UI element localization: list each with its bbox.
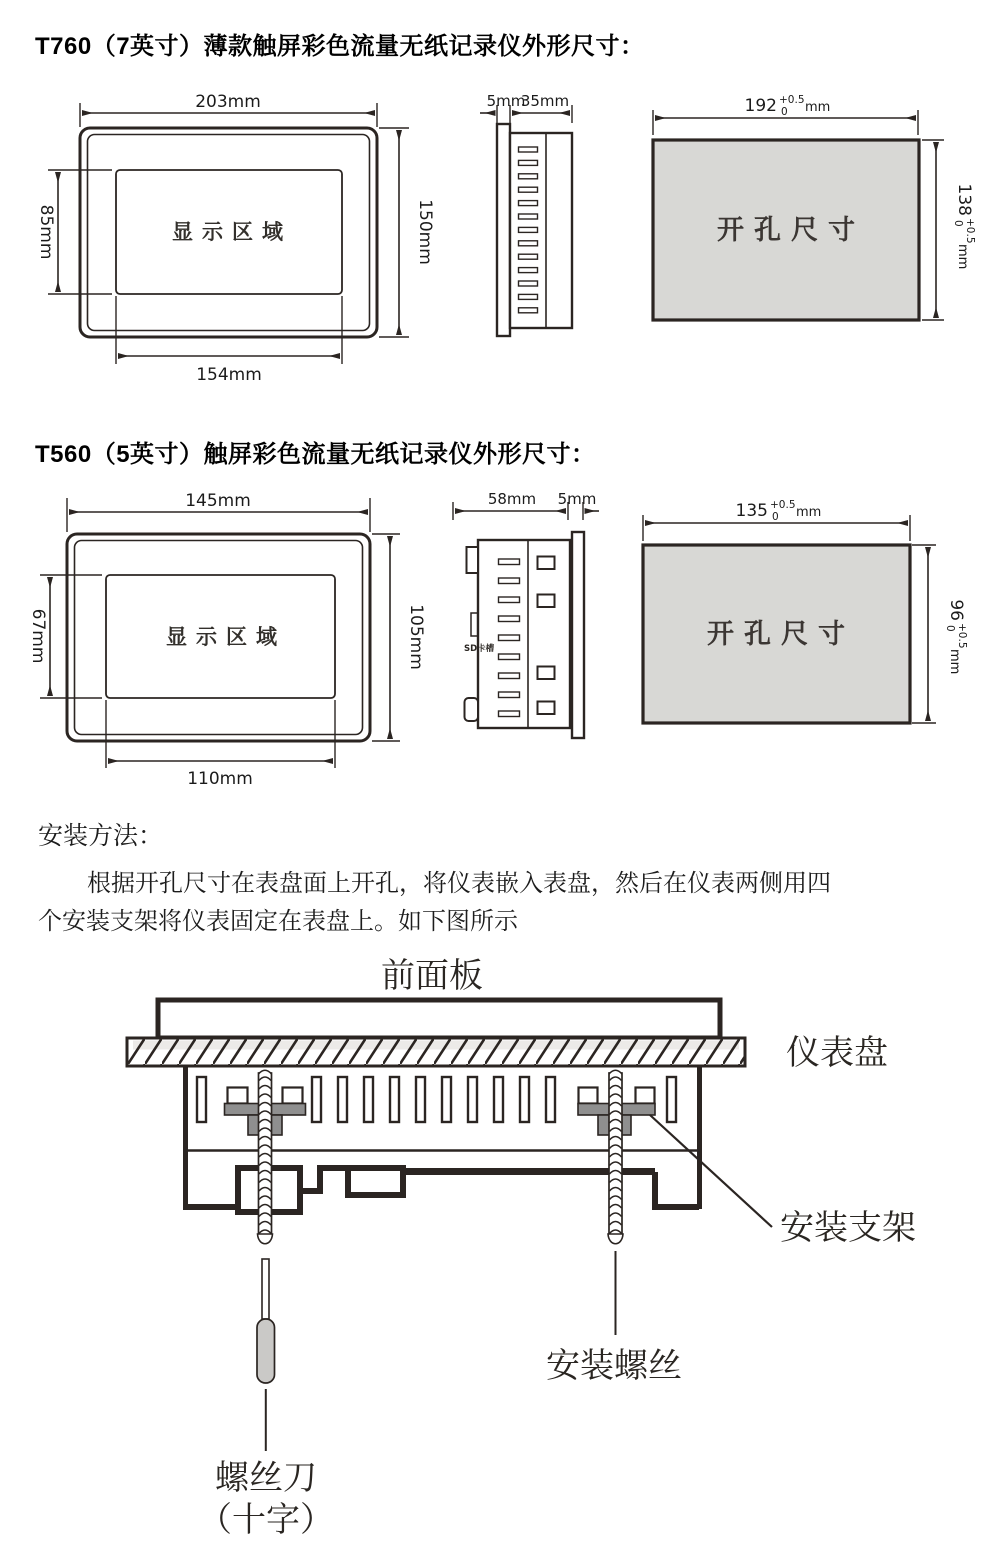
screw-top-cap [259, 1070, 272, 1074]
vent-slot [312, 1077, 321, 1122]
t760-section-title: T760（7英寸）薄款触屏彩色流量无纸记录仪外形尺寸： [35, 33, 645, 60]
t560-bezel-dim: 5mm [557, 490, 597, 508]
t760-depth-dim: 35mm [520, 92, 570, 110]
bracket-notch [228, 1088, 248, 1104]
vent-slot [197, 1077, 206, 1122]
screwdriver-label: 螺丝刀 [215, 1460, 317, 1497]
t560-top-lug [467, 547, 479, 573]
cutout-height-tol-up: +0.5 [964, 218, 976, 244]
installation-line-2: 个安装支架将仪表固定在表盘上。如下图所示 [38, 909, 518, 935]
cutout-height-unit: mm [955, 244, 970, 270]
t760-cutout-width-dim [745, 94, 831, 118]
t560-section-title: T560（5英寸）触屏彩色流量无纸记录仪外形尺寸： [35, 441, 596, 468]
mounting-screw-right [608, 1070, 623, 1244]
vent-slot [494, 1077, 503, 1122]
t560-sd-card-slot [471, 613, 478, 636]
t560-bottom-lug [465, 698, 479, 721]
t560-cutout-width-dim [736, 499, 822, 523]
cutout-width-tol-dn: 0 [772, 511, 779, 523]
t560-cutout-height-dim [944, 599, 968, 674]
cutout-width-value: 192 [744, 96, 777, 116]
vent-slot [338, 1077, 347, 1122]
cutout-height-value: 96 [946, 599, 966, 621]
t560-display-area-label: 显示区域 [166, 625, 286, 649]
t760-dimension-drawing [0, 85, 990, 405]
t760-front-bezel-side [497, 124, 510, 336]
t760-height-dim: 150mm [415, 199, 435, 265]
bracket-notch [579, 1088, 598, 1104]
installation-line-1: 根据开孔尺寸在表盘面上开孔，将仪表嵌入表盘，然后在仪表两侧用四 [87, 871, 831, 897]
screwdriver-bit [257, 1319, 275, 1383]
bottom-right-step [655, 1172, 699, 1207]
cutout-height-tol-up: +0.5 [956, 623, 968, 649]
t560-depth-dim: 58mm [487, 490, 537, 508]
t560-width-dim: 145mm [185, 491, 251, 511]
vent-slot [468, 1077, 477, 1122]
bracket-notch [636, 1088, 655, 1104]
installation-heading: 安装方法： [38, 823, 164, 850]
panel-hatching [129, 1040, 744, 1065]
vent-slot [416, 1077, 425, 1122]
bottom-bump [348, 1168, 403, 1195]
t560-height-dim: 105mm [406, 604, 426, 670]
cutout-width-tol-up: +0.5 [770, 499, 796, 511]
t760-cutout-height-dim [952, 184, 976, 270]
t560-side-view [453, 490, 599, 738]
instrument-panel [127, 1038, 745, 1066]
t760-display-width-dim: 154mm [196, 365, 262, 385]
screw-label: 安装螺丝 [546, 1348, 682, 1385]
t560-sd-slot-label: SD卡槽 [464, 644, 495, 654]
screwdriver [257, 1259, 275, 1451]
t560-display-width-dim: 110mm [187, 769, 253, 789]
t560-cutout-view [643, 499, 968, 723]
t760-front-view [36, 92, 435, 385]
bracket-leader-line [650, 1115, 772, 1227]
cutout-height-tol-dn: 0 [944, 625, 956, 632]
screw-top-cap [609, 1070, 622, 1074]
t560-front-bezel-side [572, 532, 584, 738]
t760-width-dim: 203mm [195, 92, 261, 112]
t760-cutout-view [653, 94, 976, 320]
screwdriver-shaft [262, 1259, 269, 1319]
vent-slot [390, 1077, 399, 1122]
screwdriver-type-label: （十字） [198, 1502, 334, 1539]
instrument-panel-label: 仪表盘 [786, 1035, 888, 1072]
vent-slot [364, 1077, 373, 1122]
bracket-label: 安装支架 [780, 1210, 916, 1247]
bracket-notch [283, 1088, 303, 1104]
t760-bezel-dim: 5mm [486, 92, 526, 110]
t760-cutout-label: 开孔尺寸 [717, 215, 865, 245]
cutout-width-unit: mm [805, 100, 831, 115]
front-panel-label: 前面板 [381, 958, 483, 995]
t560-body-side [478, 540, 570, 728]
vent-slot [546, 1077, 555, 1122]
vent-slot [667, 1077, 676, 1122]
installation-method-section [38, 816, 973, 941]
vent-slot [520, 1077, 529, 1122]
cutout-width-value: 135 [735, 501, 768, 521]
screw-threads [259, 1073, 272, 1235]
mounting-screw-left [258, 1070, 273, 1244]
cutout-height-unit: mm [947, 649, 962, 675]
installation-diagram [0, 925, 990, 1543]
screw-tip [258, 1234, 273, 1244]
t760-side-view [480, 92, 572, 336]
screw-threads [609, 1073, 622, 1235]
vent-slot [442, 1077, 451, 1122]
cutout-height-value: 138 [954, 183, 974, 216]
front-panel [158, 1000, 720, 1038]
cutout-width-tol-up: +0.5 [779, 94, 805, 106]
t760-display-area-label: 显示区域 [172, 220, 292, 244]
t560-cutout-label: 开孔尺寸 [707, 619, 855, 649]
bottom-step [300, 1168, 348, 1191]
t760-display-height-dim: 85mm [36, 204, 56, 260]
cutout-width-unit: mm [796, 505, 822, 520]
cutout-width-tol-dn: 0 [781, 106, 788, 118]
cutout-height-tol-dn: 0 [952, 220, 964, 227]
t560-front-view [28, 491, 426, 789]
t560-display-height-dim: 67mm [28, 608, 48, 664]
screw-tip [608, 1234, 623, 1244]
t560-dimension-drawing [0, 485, 990, 805]
